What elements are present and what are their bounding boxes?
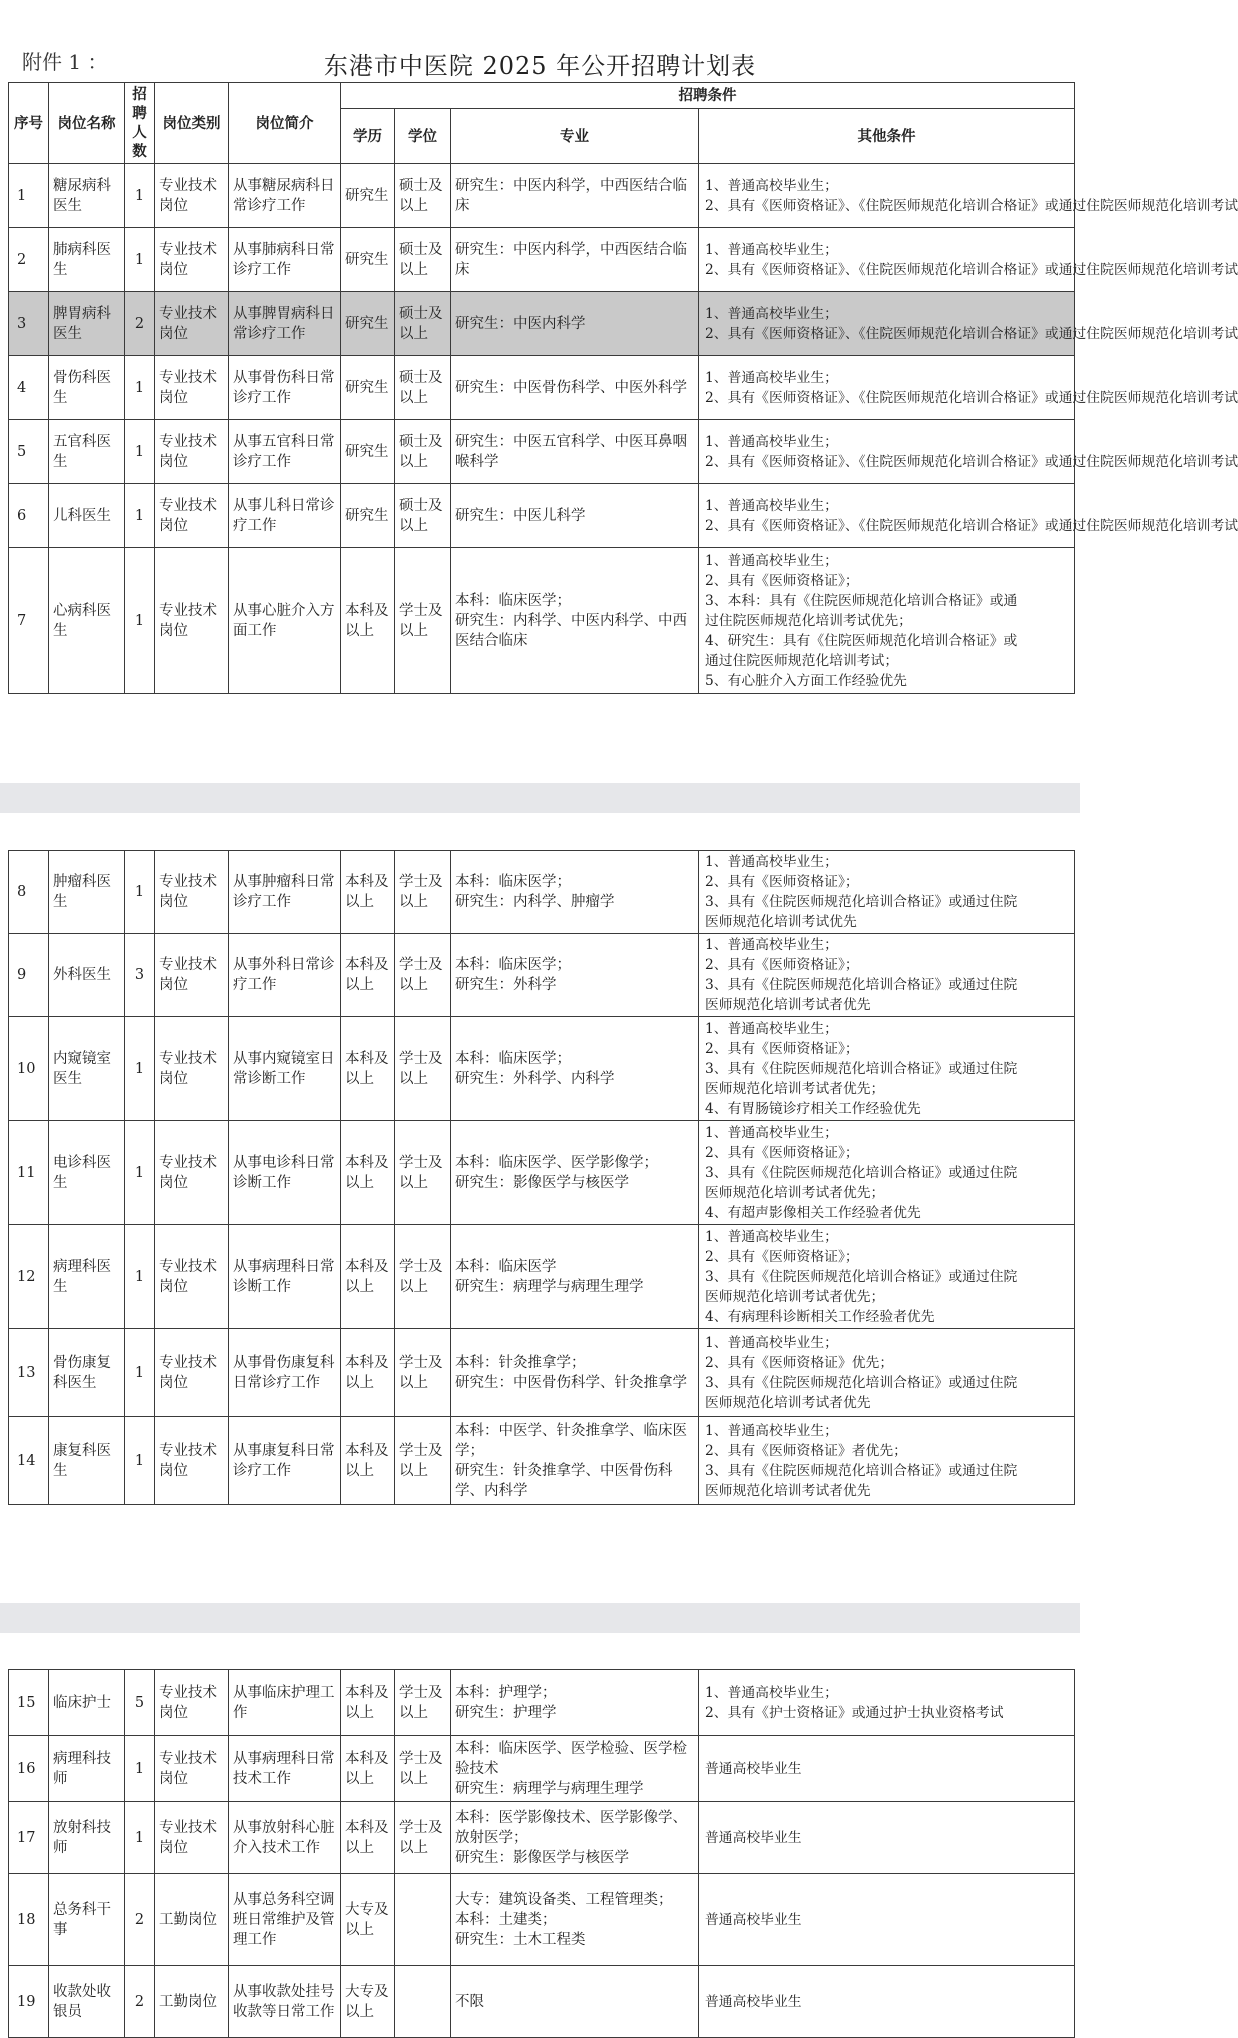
cell-other-conditions (699, 228, 1238, 292)
other-condition-line: 医师规范化培训考试者优先； (705, 1080, 885, 1097)
cell-post-intro: 从事骨伤康复科日常诊疗工作 (229, 1329, 341, 1417)
cell-degree: 硕士及以上 (395, 420, 451, 484)
cell-major: 本科：医学影像技术、医学影像学、放射医学； 研究生：影像医学与核医学 (451, 1802, 699, 1874)
header-recruit-conditions: 招聘条件 (341, 83, 1075, 109)
cell-post-type: 专业技术岗位 (155, 1736, 229, 1802)
cell-education: 研究生 (341, 356, 395, 420)
cell-degree: 学士及以上 (395, 1417, 451, 1505)
cell-post-name: 收款处收银员 (49, 1966, 125, 2038)
cell-other-conditions (699, 484, 1238, 548)
cell-degree: 学士及以上 (395, 851, 451, 934)
table-row (9, 1017, 1075, 1121)
cell-post-intro: 从事儿科日常诊疗工作 (229, 484, 341, 548)
other-condition-line: 2、具有《医师资格证》； (705, 1248, 859, 1265)
cell-serial-no: 7 (9, 548, 49, 694)
cell-other-conditions (699, 292, 1238, 356)
header-education: 学历 (341, 109, 395, 164)
cell-post-name: 病理科技师 (49, 1736, 125, 1802)
header-major: 专业 (451, 109, 699, 164)
cell-serial-no: 3 (9, 292, 49, 356)
cell-hire-count: 3 (125, 934, 155, 1017)
other-condition-line: 通过住院医师规范化培训考试； (705, 652, 899, 669)
cell-post-intro: 从事病理科日常技术工作 (229, 1736, 341, 1802)
other-condition-line: 3、具有《住院医师规范化培训合格证》或通过住院 (705, 1374, 1018, 1391)
document-page-1 (0, 0, 1238, 783)
header-post-name: 岗位名称 (49, 83, 125, 164)
cell-other-conditions (699, 1329, 1075, 1417)
cell-degree: 学士及以上 (395, 1225, 451, 1329)
header-serial-no: 序号 (9, 83, 49, 164)
other-condition-line: 普通高校毕业生 (705, 1993, 802, 2010)
cell-education: 研究生 (341, 228, 395, 292)
cell-education: 本科及以上 (341, 1736, 395, 1802)
table-row (9, 1225, 1075, 1329)
cell-degree: 硕士及以上 (395, 292, 451, 356)
other-condition-line: 2、具有《医师资格证》、《住院医师规范化培训合格证》或通过住院医师规范化培训考试 (705, 453, 1238, 470)
cell-hire-count: 1 (125, 356, 155, 420)
other-condition-line: 医师规范化培训考试者优先； (705, 1288, 885, 1305)
table-row (9, 548, 1075, 694)
cell-post-type: 专业技术岗位 (155, 1802, 229, 1874)
other-condition-line: 3、具有《住院医师规范化培训合格证》或通过住院 (705, 1164, 1018, 1181)
table-row (9, 1121, 1075, 1225)
cell-degree (395, 1874, 451, 1966)
cell-education: 本科及以上 (341, 1802, 395, 1874)
cell-education: 本科及以上 (341, 851, 395, 934)
document-page-3 (0, 1633, 1080, 2027)
cell-other-conditions (699, 164, 1238, 228)
other-condition-line: 1、普通高校毕业生； (705, 854, 838, 870)
other-condition-line: 1、普通高校毕业生； (705, 177, 838, 194)
cell-other-conditions (699, 356, 1238, 420)
page-gap (0, 783, 1080, 813)
table-row (9, 484, 1075, 548)
cell-other-conditions (699, 1802, 1075, 1874)
cell-degree: 学士及以上 (395, 1802, 451, 1874)
other-condition-line: 2、具有《医师资格证》优先； (705, 1354, 894, 1371)
cell-degree: 硕士及以上 (395, 228, 451, 292)
cell-post-type: 专业技术岗位 (155, 292, 229, 356)
cell-degree: 学士及以上 (395, 1670, 451, 1736)
other-condition-line: 2、具有《医师资格证》； (705, 1144, 859, 1161)
other-condition-line: 1、普通高校毕业生； (705, 1228, 838, 1245)
cell-education: 研究生 (341, 420, 395, 484)
cell-post-intro: 从事五官科日常诊疗工作 (229, 420, 341, 484)
other-condition-line: 3、具有《住院医师规范化培训合格证》或通过住院 (705, 1462, 1018, 1479)
other-condition-line: 1、普通高校毕业生； (705, 241, 838, 258)
cell-hire-count: 5 (125, 1670, 155, 1736)
cell-major: 本科：临床医学、医学检验、医学检验技术 研究生：病理学与病理生理学 (451, 1736, 699, 1802)
table-row (9, 1329, 1075, 1417)
table-row (9, 1966, 1075, 2038)
cell-other-conditions (699, 1121, 1075, 1225)
cell-major: 本科：临床医学； 研究生：内科学、中医内科学、中西医结合临床 (451, 548, 699, 694)
cell-major: 本科：临床医学； 研究生：内科学、肿瘤学 (451, 851, 699, 934)
cell-post-name: 脾胃病科医生 (49, 292, 125, 356)
cell-other-conditions (699, 1736, 1075, 1802)
cell-post-name: 放射科技师 (49, 1802, 125, 1874)
cell-degree: 学士及以上 (395, 1329, 451, 1417)
cell-post-name: 糖尿病科医生 (49, 164, 125, 228)
cell-education: 本科及以上 (341, 1670, 395, 1736)
cell-degree: 学士及以上 (395, 934, 451, 1017)
cell-post-intro: 从事肿瘤科日常诊疗工作 (229, 851, 341, 934)
cell-post-intro: 从事糖尿病科日常诊疗工作 (229, 164, 341, 228)
header-degree: 学位 (395, 109, 451, 164)
cell-post-intro: 从事总务科空调班日常维护及管理工作 (229, 1874, 341, 1966)
table-row (9, 1736, 1075, 1802)
cell-hire-count: 1 (125, 1329, 155, 1417)
cell-serial-no: 10 (9, 1017, 49, 1121)
cell-hire-count: 1 (125, 1417, 155, 1505)
other-condition-line: 3、具有《住院医师规范化培训合格证》或通过住院 (705, 894, 1018, 910)
cell-post-intro: 从事肺病科日常诊疗工作 (229, 228, 341, 292)
cell-education: 本科及以上 (341, 1121, 395, 1225)
other-condition-line: 3、本科：具有《住院医师规范化培训合格证》或通 (705, 592, 1018, 609)
other-condition-line: 普通高校毕业生 (705, 1829, 802, 1846)
other-condition-line: 5、有心脏介入方面工作经验优先 (705, 672, 907, 689)
other-condition-line: 1、普通高校毕业生； (705, 1334, 838, 1351)
cell-education: 本科及以上 (341, 934, 395, 1017)
cell-post-name: 病理科医生 (49, 1225, 125, 1329)
cell-education: 研究生 (341, 292, 395, 356)
cell-major: 大专：建筑设备类、工程管理类； 本科：土建类； 研究生：土木工程类 (451, 1874, 699, 1966)
cell-major: 本科：临床医学； 研究生：外科学 (451, 934, 699, 1017)
other-condition-line: 2、具有《医师资格证》者优先； (705, 1442, 907, 1459)
other-condition-line: 3、具有《住院医师规范化培训合格证》或通过住院 (705, 1268, 1018, 1285)
cell-major: 本科：护理学； 研究生：护理学 (451, 1670, 699, 1736)
cell-hire-count: 2 (125, 1966, 155, 2038)
cell-hire-count: 1 (125, 484, 155, 548)
cell-hire-count: 1 (125, 548, 155, 694)
cell-hire-count: 1 (125, 1225, 155, 1329)
cell-serial-no: 17 (9, 1802, 49, 1874)
cell-post-name: 总务科干事 (49, 1874, 125, 1966)
cell-hire-count: 1 (125, 851, 155, 934)
cell-hire-count: 1 (125, 1121, 155, 1225)
cell-post-name: 骨伤科医生 (49, 356, 125, 420)
cell-post-name: 电诊科医生 (49, 1121, 125, 1225)
cell-post-type: 专业技术岗位 (155, 934, 229, 1017)
cell-major: 研究生：中医内科学，中西医结合临床 (451, 228, 699, 292)
cell-major: 研究生：中医内科学 (451, 292, 699, 356)
cell-serial-no: 11 (9, 1121, 49, 1225)
other-condition-line: 3、具有《住院医师规范化培训合格证》或通过住院 (705, 977, 1018, 993)
cell-major: 研究生：中医五官科学、中医耳鼻咽喉科学 (451, 420, 699, 484)
cell-major: 本科：临床医学 研究生：病理学与病理生理学 (451, 1225, 699, 1329)
other-condition-line: 1、普通高校毕业生； (705, 369, 838, 386)
cell-serial-no: 19 (9, 1966, 49, 2038)
cell-serial-no: 9 (9, 934, 49, 1017)
cell-post-type: 工勤岗位 (155, 1966, 229, 2038)
table-row (9, 356, 1075, 420)
cell-post-intro: 从事脾胃病科日常诊疗工作 (229, 292, 341, 356)
other-condition-line: 4、研究生：具有《住院医师规范化培训合格证》或 (705, 632, 1018, 649)
cell-serial-no: 14 (9, 1417, 49, 1505)
table-row (9, 1417, 1075, 1505)
table-row (9, 292, 1075, 356)
cell-major: 本科：中医学、针灸推拿学、临床医学； 研究生：针灸推拿学、中医骨伤科学、内科学 (451, 1417, 699, 1505)
other-condition-line: 4、有超声影像相关工作经验者优先 (705, 1204, 921, 1221)
cell-education: 本科及以上 (341, 548, 395, 694)
cell-post-intro: 从事外科日常诊疗工作 (229, 934, 341, 1017)
cell-post-type: 专业技术岗位 (155, 420, 229, 484)
other-condition-line: 2、具有《医师资格证》； (705, 957, 859, 973)
other-condition-line: 医师规范化培训考试者优先 (705, 1394, 871, 1411)
other-condition-line: 医师规范化培训考试者优先 (705, 1482, 871, 1499)
other-condition-line: 2、具有《医师资格证》、《住院医师规范化培训合格证》或通过住院医师规范化培训考试 (705, 389, 1238, 406)
cell-major: 本科：临床医学、医学影像学； 研究生：影像医学与核医学 (451, 1121, 699, 1225)
table-row (9, 851, 1075, 934)
header-post-type: 岗位类别 (155, 83, 229, 164)
other-condition-line: 1、普通高校毕业生； (705, 433, 838, 450)
cell-post-name: 内窥镜室医生 (49, 1017, 125, 1121)
cell-serial-no: 2 (9, 228, 49, 292)
other-condition-line: 普通高校毕业生 (705, 1911, 802, 1928)
cell-major: 研究生：中医内科学，中西医结合临床 (451, 164, 699, 228)
header-hire-count: 招聘人数 (125, 83, 155, 164)
cell-post-name: 五官科医生 (49, 420, 125, 484)
other-condition-line: 普通高校毕业生 (705, 1760, 802, 1777)
document-title: 东港市中医院 2025 年公开招聘计划表 (323, 52, 757, 80)
table-row (9, 420, 1075, 484)
cell-hire-count: 1 (125, 1736, 155, 1802)
table-row (9, 1802, 1075, 1874)
cell-post-intro: 从事心脏介入方面工作 (229, 548, 341, 694)
cell-major: 不限 (451, 1966, 699, 2038)
table-row (9, 164, 1075, 228)
other-condition-line: 1、普通高校毕业生； (705, 1684, 838, 1701)
document-header (0, 0, 1080, 82)
cell-education: 本科及以上 (341, 1417, 395, 1505)
cell-serial-no: 13 (9, 1329, 49, 1417)
document-page-2 (0, 813, 1080, 1603)
cell-serial-no: 18 (9, 1874, 49, 1966)
other-condition-line: 2、具有《医师资格证》、《住院医师规范化培训合格证》或通过住院医师规范化培训考试 (705, 261, 1238, 278)
cell-other-conditions (699, 1225, 1075, 1329)
cell-education: 大专及以上 (341, 1966, 395, 2038)
cell-post-type: 专业技术岗位 (155, 1417, 229, 1505)
cell-major: 研究生：中医骨伤科学、中医外科学 (451, 356, 699, 420)
cell-serial-no: 16 (9, 1736, 49, 1802)
cell-post-type: 专业技术岗位 (155, 851, 229, 934)
page-gap (0, 1603, 1080, 1633)
cell-hire-count: 1 (125, 164, 155, 228)
cell-serial-no: 4 (9, 356, 49, 420)
cell-other-conditions (699, 548, 1075, 694)
cell-hire-count: 1 (125, 228, 155, 292)
table-row (9, 1874, 1075, 1966)
cell-post-intro: 从事放射科心脏介入技术工作 (229, 1802, 341, 1874)
other-condition-line: 3、具有《住院医师规范化培训合格证》或通过住院 (705, 1060, 1018, 1077)
other-condition-line: 1、普通高校毕业生； (705, 1124, 838, 1141)
other-condition-line: 医师规范化培训考试者优先； (705, 1184, 885, 1201)
cell-serial-no: 15 (9, 1670, 49, 1736)
cell-post-intro: 从事内窥镜室日常诊断工作 (229, 1017, 341, 1121)
cell-major: 研究生：中医儿科学 (451, 484, 699, 548)
cell-education: 大专及以上 (341, 1874, 395, 1966)
cell-other-conditions (699, 1417, 1075, 1505)
cell-other-conditions (699, 851, 1075, 934)
recruitment-table-part-1 (8, 82, 1238, 694)
cell-education: 研究生 (341, 164, 395, 228)
other-condition-line: 2、具有《医师资格证》、《住院医师规范化培训合格证》或通过住院医师规范化培训考试 (705, 325, 1238, 342)
cell-education: 研究生 (341, 484, 395, 548)
other-condition-line: 医师规范化培训考试者优先 (705, 997, 871, 1013)
cell-post-type: 专业技术岗位 (155, 484, 229, 548)
other-condition-line: 1、普通高校毕业生； (705, 552, 838, 569)
other-condition-line: 2、具有《医师资格证》、《住院医师规范化培训合格证》或通过住院医师规范化培训考试 (705, 517, 1238, 534)
cell-post-intro: 从事康复科日常诊疗工作 (229, 1417, 341, 1505)
cell-hire-count: 1 (125, 1802, 155, 1874)
header-other-conditions: 其他条件 (699, 109, 1075, 164)
attachment-label: 附件 1 ： (22, 50, 108, 74)
other-condition-line: 2、具有《医师资格证》； (705, 874, 859, 890)
other-condition-line: 1、普通高校毕业生； (705, 1422, 838, 1439)
cell-post-type: 专业技术岗位 (155, 548, 229, 694)
cell-post-type: 专业技术岗位 (155, 356, 229, 420)
cell-post-type: 专业技术岗位 (155, 228, 229, 292)
cell-other-conditions (699, 1017, 1075, 1121)
cell-post-name: 肿瘤科医生 (49, 851, 125, 934)
table-row (9, 228, 1075, 292)
cell-post-name: 临床护士 (49, 1670, 125, 1736)
cell-other-conditions (699, 1670, 1075, 1736)
cell-post-intro: 从事骨伤科日常诊疗工作 (229, 356, 341, 420)
cell-major: 本科：临床医学； 研究生：外科学、内科学 (451, 1017, 699, 1121)
cell-hire-count: 1 (125, 1017, 155, 1121)
other-condition-line: 1、普通高校毕业生； (705, 497, 838, 514)
other-condition-line: 2、具有《医师资格证》； (705, 572, 859, 589)
cell-post-type: 专业技术岗位 (155, 1017, 229, 1121)
cell-post-intro: 从事病理科日常诊断工作 (229, 1225, 341, 1329)
cell-education: 本科及以上 (341, 1329, 395, 1417)
cell-serial-no: 12 (9, 1225, 49, 1329)
header-post-intro: 岗位简介 (229, 83, 341, 164)
cell-post-name: 外科医生 (49, 934, 125, 1017)
cell-post-type: 工勤岗位 (155, 1874, 229, 1966)
recruitment-table-part-3 (8, 1669, 1075, 2038)
cell-degree: 硕士及以上 (395, 484, 451, 548)
cell-education: 本科及以上 (341, 1225, 395, 1329)
cell-post-type: 专业技术岗位 (155, 164, 229, 228)
cell-post-name: 儿科医生 (49, 484, 125, 548)
cell-degree: 学士及以上 (395, 1121, 451, 1225)
cell-post-type: 专业技术岗位 (155, 1225, 229, 1329)
other-condition-line: 1、普通高校毕业生； (705, 937, 838, 953)
other-condition-line: 医师规范化培训考试优先 (705, 914, 857, 930)
other-condition-line: 4、有病理科诊断相关工作经验者优先 (705, 1308, 935, 1325)
table-row (9, 934, 1075, 1017)
cell-post-type: 专业技术岗位 (155, 1329, 229, 1417)
cell-hire-count: 1 (125, 420, 155, 484)
cell-serial-no: 1 (9, 164, 49, 228)
other-condition-line: 2、具有《护士资格证》或通过护士执业资格考试 (705, 1704, 1004, 1721)
cell-education: 本科及以上 (341, 1017, 395, 1121)
cell-hire-count: 2 (125, 1874, 155, 1966)
cell-other-conditions (699, 1874, 1075, 1966)
other-condition-line: 2、具有《医师资格证》； (705, 1040, 859, 1057)
cell-post-intro: 从事收款处挂号收款等日常工作 (229, 1966, 341, 2038)
cell-major: 本科：针灸推拿学； 研究生：中医骨伤科学、针灸推拿学 (451, 1329, 699, 1417)
cell-post-intro: 从事临床护理工作 (229, 1670, 341, 1736)
other-condition-line: 过住院医师规范化培训考试优先； (705, 612, 912, 629)
cell-serial-no: 6 (9, 484, 49, 548)
cell-degree: 硕士及以上 (395, 164, 451, 228)
cell-degree (395, 1966, 451, 2038)
cell-post-name: 心病科医生 (49, 548, 125, 694)
cell-hire-count: 2 (125, 292, 155, 356)
cell-other-conditions (699, 934, 1075, 1017)
cell-post-name: 骨伤康复科医生 (49, 1329, 125, 1417)
other-condition-line: 2、具有《医师资格证》、《住院医师规范化培训合格证》或通过住院医师规范化培训考试 (705, 197, 1238, 214)
cell-post-name: 肺病科医生 (49, 228, 125, 292)
cell-post-type: 专业技术岗位 (155, 1121, 229, 1225)
other-condition-line: 4、有胃肠镜诊疗相关工作经验优先 (705, 1100, 921, 1117)
cell-degree: 学士及以上 (395, 1736, 451, 1802)
cell-post-intro: 从事电诊科日常诊断工作 (229, 1121, 341, 1225)
cell-post-type: 专业技术岗位 (155, 1670, 229, 1736)
cell-degree: 硕士及以上 (395, 356, 451, 420)
cell-other-conditions (699, 420, 1238, 484)
recruitment-table-part-2 (8, 850, 1075, 1505)
cell-post-name: 康复科医生 (49, 1417, 125, 1505)
table-row (9, 1670, 1075, 1736)
cell-serial-no: 8 (9, 851, 49, 934)
cell-other-conditions (699, 1966, 1075, 2038)
cell-degree: 学士及以上 (395, 1017, 451, 1121)
other-condition-line: 1、普通高校毕业生； (705, 305, 838, 322)
cell-serial-no: 5 (9, 420, 49, 484)
other-condition-line: 1、普通高校毕业生； (705, 1020, 838, 1037)
cell-degree: 学士及以上 (395, 548, 451, 694)
